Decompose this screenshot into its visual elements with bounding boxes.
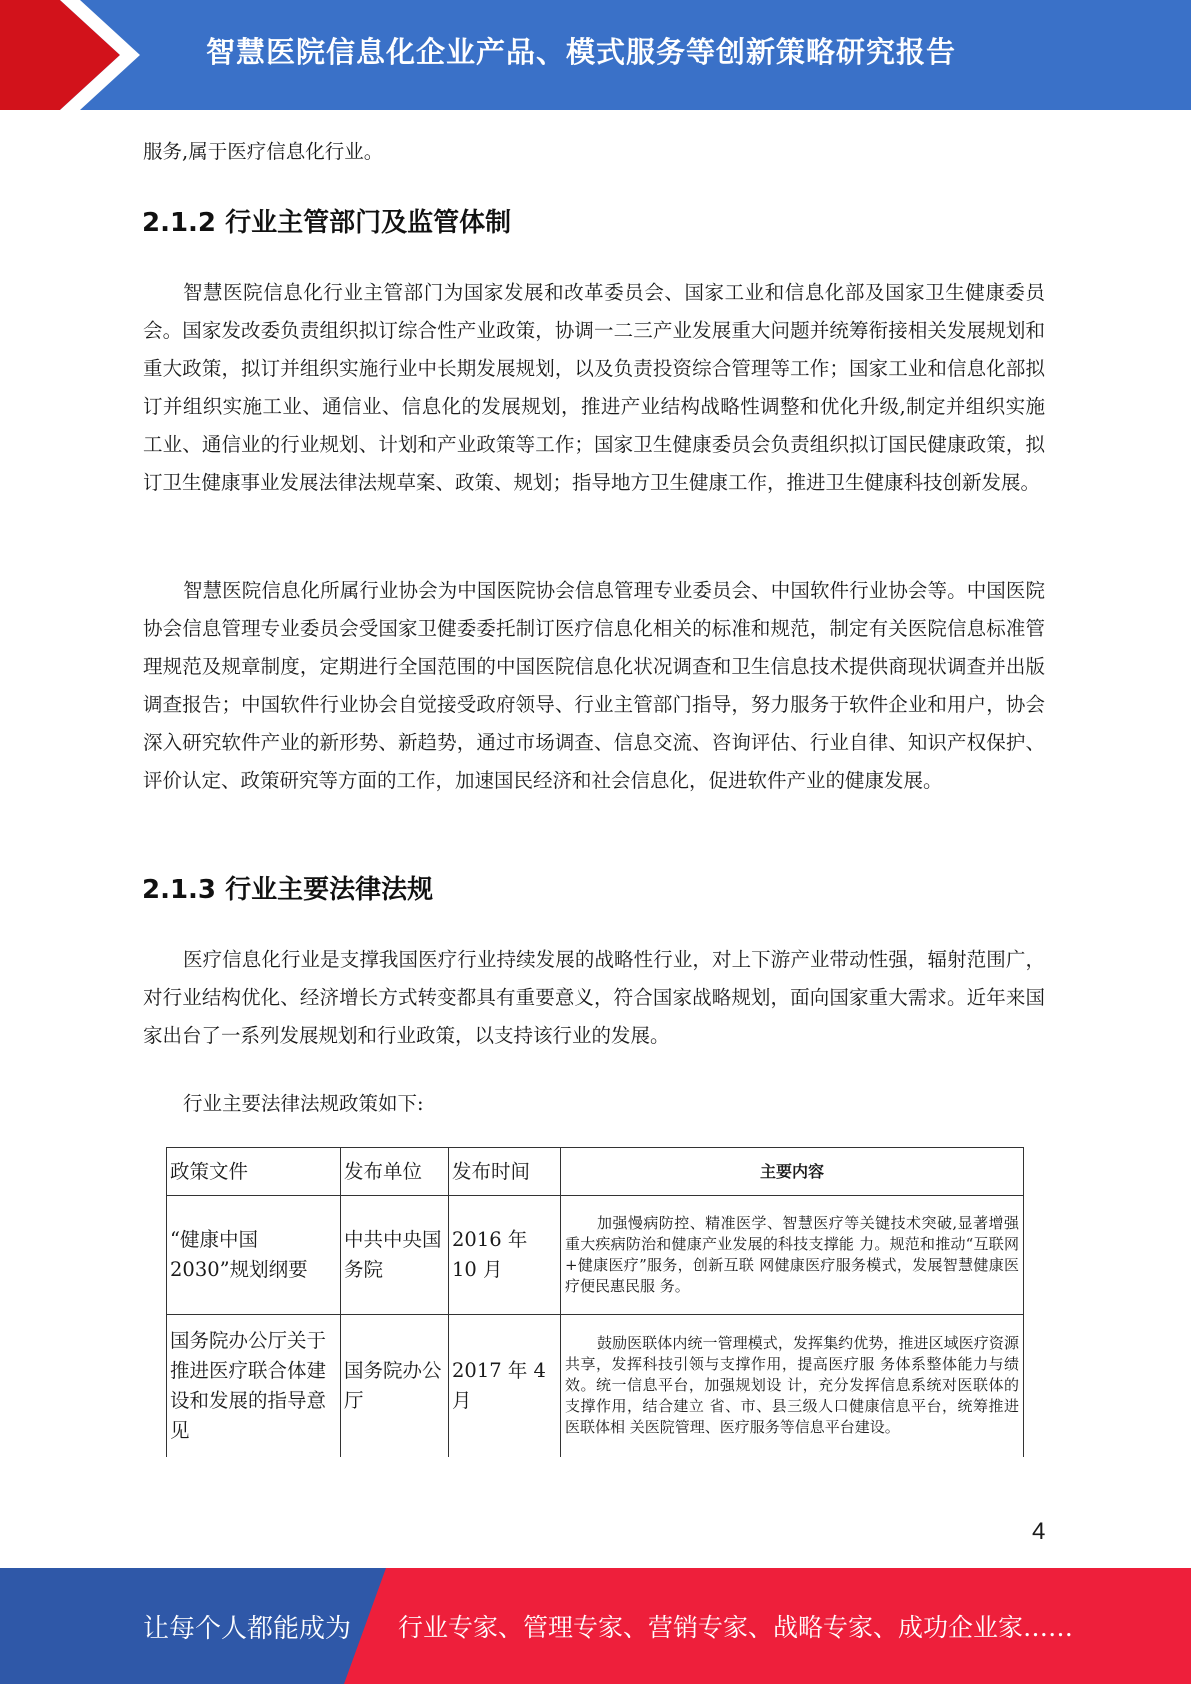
page-footer <box>0 1568 1191 1684</box>
content-text: 加强慢病防控、精准医学、智慧医疗等关键技术突破,显著增强重大疾病防治和健康产业发展的科技支撑能 力。规范和推动“互联网+健康医疗”服务，创新互联 网健康医疗服务模式，发展智慧健康医疗便民惠民服 务。 <box>565 1214 1019 1295</box>
table-header-cell: 发布时间 <box>449 1148 561 1196</box>
footer-slogan-right: 行业专家、管理专家、营销专家、战略专家、成功企业家…… <box>398 1613 1074 1642</box>
table-header-cell: 主要内容 <box>561 1148 1024 1196</box>
report-title: 智慧医院信息化企业产品、模式服务等创新策略研究报告 <box>206 35 957 69</box>
section-heading-2-1-3: 2.1.3 行业主要法律法规 <box>142 875 434 905</box>
header-arrow-decoration <box>0 0 160 110</box>
page-number: 4 <box>1032 1518 1046 1545</box>
page-header <box>0 0 1191 110</box>
paragraph-regulators: 智慧医院信息化行业主管部门为国家发展和改革委员会、国家工业和信息化部及国家卫生健康委员会。国家发改委负责组织拟订综合性产业政策，协调一二三产业发展重大问题并统筹衔接相关发展规划和重大政策，拟订并组织实施行业中长期发展规划，以及负责投资综合管理等工作；国家工业和信息化部拟订并组织实施工业、通信业、信息化的发展规划，推进产业结构战略性调整和优化升级,制定并组织实施工业、通信业的行业规划、计划和产业政策等工作；国家卫生健康委员会负责组织拟订国民健康政策，拟订卫生健康事业发展法律法规草案、政策、规划；指导地方卫生健康工作，推进卫生健康科技创新发展。 <box>143 281 1045 494</box>
issuer-cell: 国务院办公厅 <box>341 1314 449 1457</box>
footer-slogan-left: 让每个人都能成为 <box>143 1614 352 1644</box>
content-cell <box>561 1314 1024 1457</box>
policy-file-cell: “健康中国 2030”规划纲要 <box>167 1196 341 1315</box>
content-text: 鼓励医联体内统一管理模式，发挥集约优势，推进区域医疗资源共享，发挥科技引领与支撑作用，提高医疗服 务体系整体能力与绩效。统一信息平台，加强规划设 计，充分发挥信息系统对医联体的支撑作用，结合建立 省、市、县三级人口健康信息平台，统筹推进医联体相 关医院管理、医疗服务等信息平台建设。 <box>565 1334 1019 1437</box>
paragraph-industry-significance: 医疗信息化行业是支撑我国医疗行业持续发展的战略性行业，对上下游产业带动性强，辐射范围广，对行业结构优化、经济增长方式转变都具有重要意义，符合国家战略规划，面向国家重大需求。近年来国家出台了一系列发展规划和行业政策，以支持该行业的发展。 <box>143 948 1045 1047</box>
table-header-cell: 政策文件 <box>167 1148 341 1196</box>
content-cell <box>561 1196 1024 1315</box>
intro-line: 服务,属于医疗信息化行业。 <box>143 140 384 163</box>
table-intro: 行业主要法律法规政策如下: <box>183 1092 424 1115</box>
table-header-row <box>167 1148 1024 1196</box>
policy-table <box>166 1147 1024 1457</box>
table-row <box>167 1314 1024 1457</box>
issuer-cell: 中共中央国务院 <box>341 1196 449 1315</box>
table-row <box>167 1196 1024 1315</box>
policy-file-cell: 国务院办公厅关于推进医疗联合体建设和发展的指导意见 <box>167 1314 341 1457</box>
section-heading-2-1-2: 2.1.2 行业主管部门及监管体制 <box>142 208 512 238</box>
date-cell: 2016 年 10 月 <box>449 1196 561 1315</box>
date-cell: 2017 年 4 月 <box>449 1314 561 1457</box>
table-header-cell: 发布单位 <box>341 1148 449 1196</box>
paragraph-associations: 智慧医院信息化所属行业协会为中国医院协会信息管理专业委员会、中国软件行业协会等。中国医院协会信息管理专业委员会受国家卫健委委托制订医疗信息化相关的标准和规范，制定有关医院信息标准管理规范及规章制度，定期进行全国范围的中国医院信息化状况调查和卫生信息技术提供商现状调查并出版调查报告；中国软件行业协会自觉接受政府领导、行业主管部门指导，努力服务于软件企业和用户，协会深入研究软件产业的新形势、新趋势，通过市场调查、信息交流、咨询评估、行业自律、知识产权保护、评价认定、政策研究等方面的工作，加速国民经济和社会信息化，促进软件产业的健康发展。 <box>143 579 1045 792</box>
